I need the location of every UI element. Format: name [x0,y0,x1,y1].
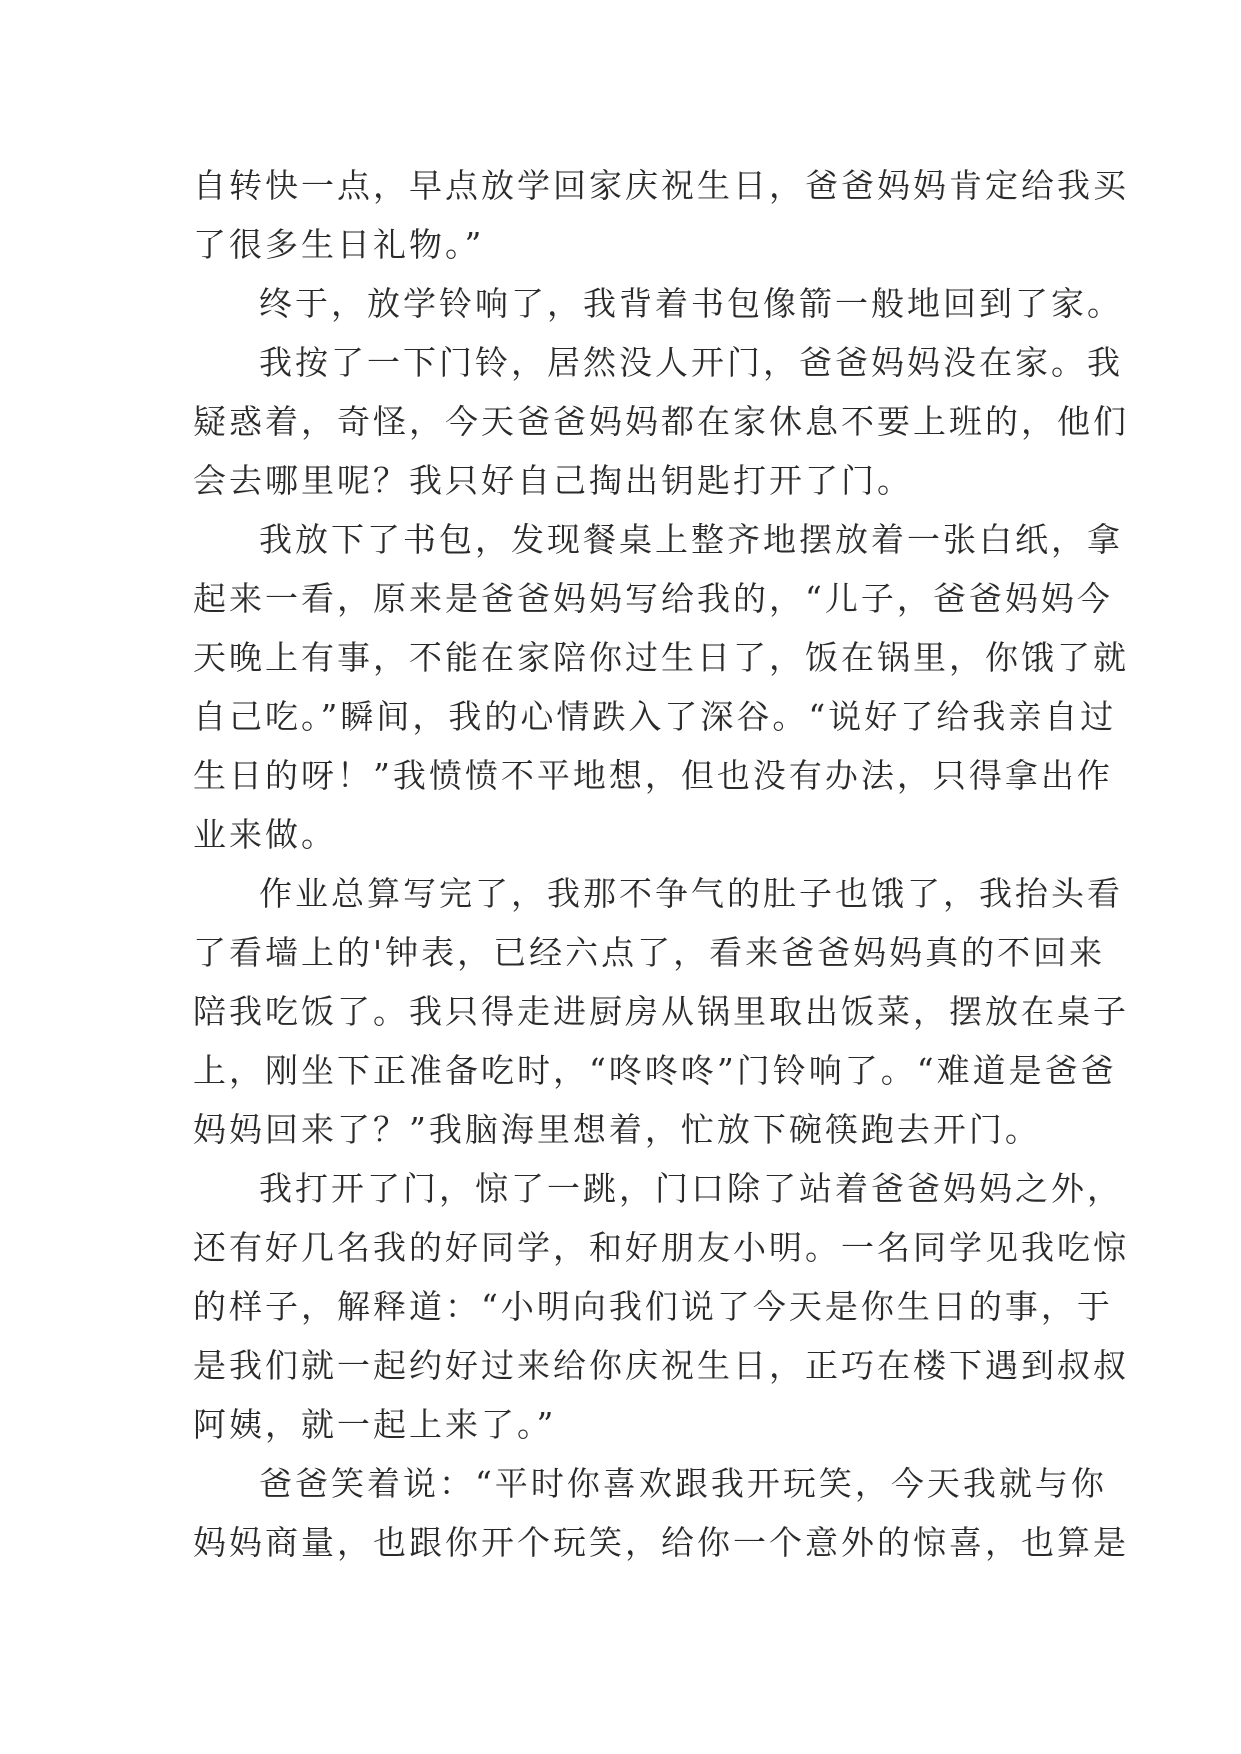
text-line: 会去哪里呢？我只好自己掏出钥匙打开了门。 [193,461,913,500]
paragraph-first-line: 我放下了书包，发现餐桌上整齐地摆放着一张白纸，拿 [259,520,1123,559]
text-line: 自己吃。”瞬间，我的心情跌入了深谷。“说好了给我亲自过 [193,697,1117,736]
text-line: 业来做。 [193,815,337,854]
text-line: 上，刚坐下正准备吃时，“咚咚咚”门铃响了。“难道是爸爸 [193,1051,1117,1090]
text-line: 天晚上有事，不能在家陪你过生日了，饭在锅里，你饿了就 [193,638,1129,677]
text-line: 妈妈商量，也跟你开个玩笑，给你一个意外的惊喜，也算是 [193,1523,1129,1562]
text-line: 了看墙上的'钟表，已经六点了，看来爸爸妈妈真的不回来 [193,933,1106,972]
text-line: 生日的呀！”我愤愤不平地想，但也没有办法，只得拿出作 [193,756,1113,795]
paragraph-first-line: 我按了一下门铃，居然没人开门，爸爸妈妈没在家。我 [259,343,1123,382]
paragraph-first-line: 作业总算写完了，我那不争气的肚子也饿了，我抬头看 [259,874,1123,913]
paragraph-first-line: 终于，放学铃响了，我背着书包像箭一般地回到了家。 [259,284,1123,323]
text-line: 是我们就一起约好过来给你庆祝生日，正巧在楼下遇到叔叔 [193,1346,1129,1385]
text-line: 的样子，解释道：“小明向我们说了今天是你生日的事，于 [193,1287,1113,1326]
text-line: 起来一看，原来是爸爸妈妈写给我的，“儿子，爸爸妈妈今 [193,579,1113,618]
text-line: 还有好几名我的好同学，和好朋友小明。一名同学见我吃惊 [193,1228,1129,1267]
paragraph-first-line: 我打开了门，惊了一跳，门口除了站着爸爸妈妈之外， [259,1169,1123,1208]
paragraph-first-line: 爸爸笑着说：“平时你喜欢跟我开玩笑，今天我就与你 [259,1464,1107,1503]
text-line: 了很多生日礼物。” [193,225,485,264]
text-line: 疑惑着，奇怪，今天爸爸妈妈都在家休息不要上班的，他们 [193,402,1129,441]
text-line: 阿姨，就一起上来了。” [193,1405,557,1444]
text-line: 妈妈回来了？”我脑海里想着，忙放下碗筷跑去开门。 [193,1110,1041,1149]
text-line: 自转快一点，早点放学回家庆祝生日，爸爸妈妈肯定给我买 [193,166,1129,205]
document-body [193,156,1129,1572]
text-line: 陪我吃饭了。我只得走进厨房从锅里取出饭菜，摆放在桌子 [193,992,1129,1031]
